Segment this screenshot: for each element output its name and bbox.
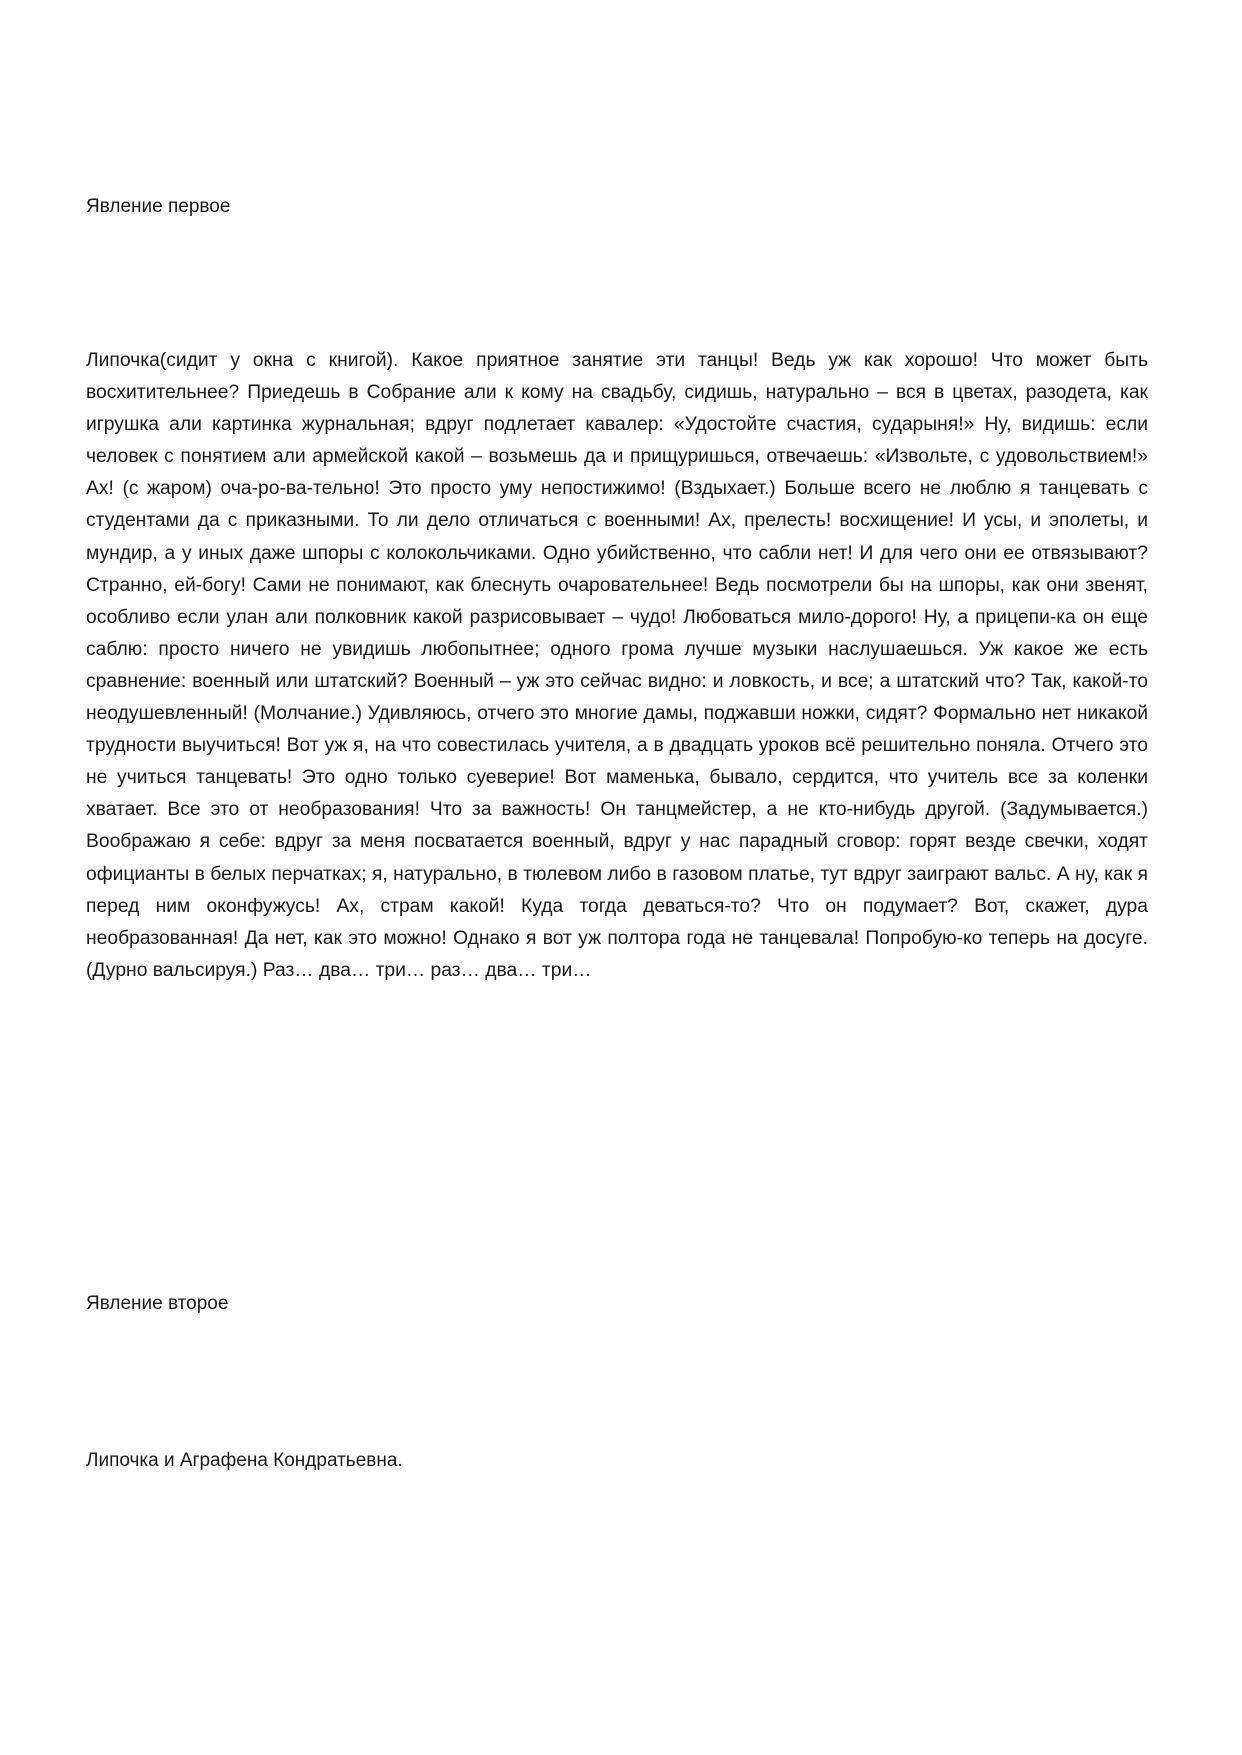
scene-two-characters: Липочка и Аграфена Кондратьевна.: [86, 1450, 403, 1471]
scene-one-monologue: Липочка(сидит у окна с книгой). Какое приятное занятие эти танцы! Ведь уж как хорошо! Что может быть восхитительнее? Приедешь в Собрание али к кому на свадьбу, сидишь, натурально – вся в цветах, разодета, как игрушка али картинка журнальная; вдруг подлетает кавалер: «Удостойте счастия, сударыня!» Ну, видишь: если человек с понятием али армейской какой – возьмешь да и прищуришься, отвечаешь: «Извольте, с удовольствием!» Ах! (с жаром) оча-ро-ва-тельно! Это просто уму непостижимо! (Вздыхает.) Больше всего не люблю я танцевать с студентами да с приказными. То ли дело отличаться с военными! Ах, прелесть! восхищение! И усы, и эполеты, и мундир, а у иных даже шпоры с колокольчиками. Одно убийственно, что сабли нет! И для чего они ее отвязывают? Странно, ей-богу! Сами не понимают, как блеснуть очаровательнее! Ведь посмотрели бы на шпоры, как они звенят, особливо если улан али полковник какой разрисовывает – чудо! Любоваться мило-дорого! Ну, а прицепи-ка он еще саблю: просто ничего не увидишь любопытнее; одного грома лучше музыки наслушаешься. Уж какое же есть сравнение: военный или штатский? Военный – уж это сейчас видно: и ловкость, и все; а штатский что? Так, какой-то неодушевленный! (Молчание.) Удивляюсь, отчего это многие дамы, поджавши ножки, сидят? Формально нет никакой трудности выучиться! Вот уж я, на что совестилась учителя, а в двадцать уроков всё решительно поняла. Отчего это не учиться танцевать! Это одно только суеверие! Вот маменька, бывало, сердится, что учитель все за коленки хватает. Все это от необразования! Что за важность! Он танцмейстер, а не кто-нибудь другой. (Задумывается.) Воображаю я себе: вдруг за меня посватается военный, вдруг у нас парадный сговор: горят везде свечки, ходят официанты в белых перчатках; я, натурально, в тюлевом либо в газовом платье, тут вдруг заиграют вальс. А ну, как я перед ним оконфужусь! Ах, страм какой! Куда тогда деваться-то? Что он подумает? Вот, скажет, дура необразованная! Да нет, как это можно! Однако я вот уж полтора года не танцевала! Попробую-ко теперь на досуге. (Дурно вальсируя.) Раз… два… три… раз… два… три…: [86, 350, 1148, 981]
scene-one-heading: Явление первое: [86, 196, 231, 217]
scene-two-heading: Явление второе: [86, 1293, 229, 1314]
